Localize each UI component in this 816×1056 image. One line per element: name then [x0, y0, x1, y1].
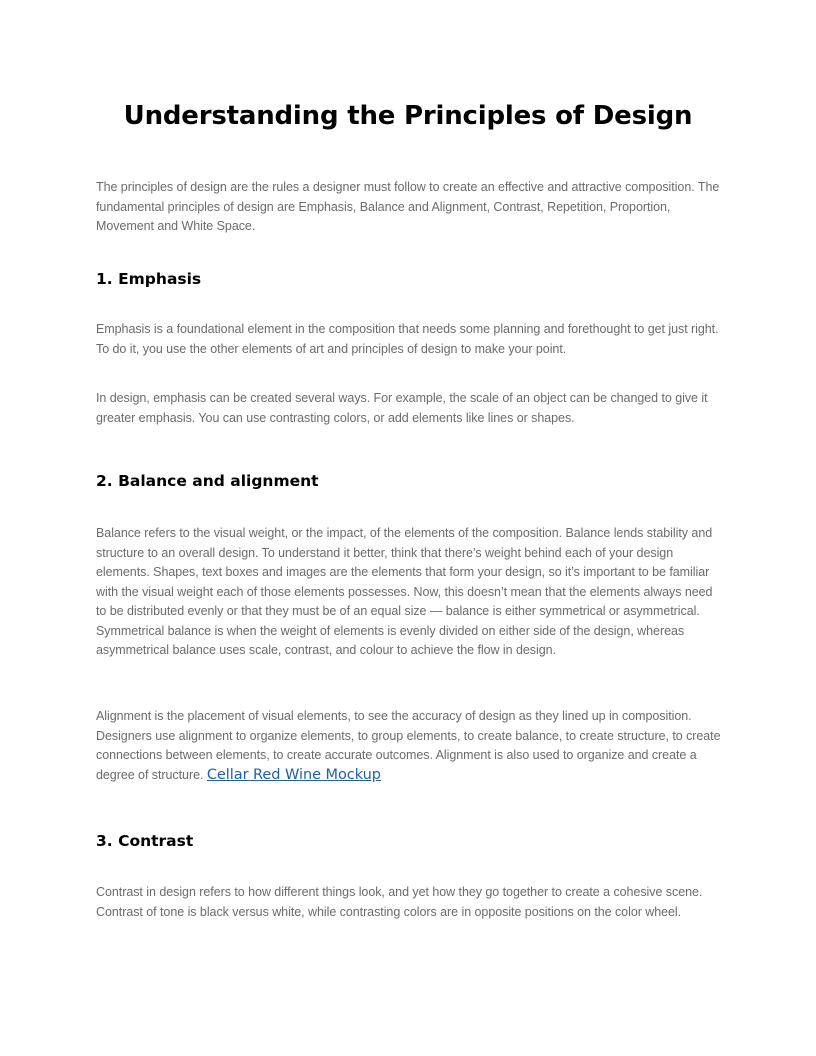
section-heading-emphasis: 1. Emphasis: [96, 270, 202, 288]
contrast-paragraph: Contrast in design refers to how different things look, and yet how they go together to create a cohesive scene. Contrast of tone is black versus white, while contrasting colors are in opposite positions on the color wheel.: [96, 885, 703, 919]
page-title: Understanding the Principles of Design: [123, 101, 693, 131]
cellar-red-wine-mockup-link[interactable]: Cellar Red Wine Mockup: [206, 766, 381, 783]
section-heading-balance: 2. Balance and alignment: [96, 472, 319, 490]
section-heading-contrast: 3. Contrast: [96, 832, 194, 850]
alignment-paragraph-text: Alignment is the placement of visual elements, to see the accuracy of design as they lined up in composition. Designers use alignment to organize elements, to group elements, to create balance, to create structure, to create connections between elements, to create accurate outcomes. Alignment is also used to organize and create a degree of structure.: [96, 709, 721, 782]
intro-paragraph: The principles of design are the rules a designer must follow to create an effective and attractive composition. The fundamental principles of design are Emphasis, Balance and Alignment, Contrast, Repetition, Proportion, Movement and White Space.: [96, 180, 720, 233]
emphasis-paragraph-1: Emphasis is a foundational element in the composition that needs some planning and forethought to get just right. To do it, you use the other elements of art and principles of design to make your point.: [96, 322, 719, 356]
emphasis-paragraph-2: In design, emphasis can be created several ways. For example, the scale of an object can be changed to give it greater emphasis. You can use contrasting colors, or add elements like lines or shapes.: [96, 391, 708, 425]
balance-paragraph: Balance refers to the visual weight, or the impact, of the elements of the composition. Balance lends stability and structure to an overall design. To understand it better, think that there’s weight behind each of your design elements. Shapes, text boxes and images are the elements that form your design, so it’s important to be familiar with the visual weight each of those elements possesses. Now, this doesn’t mean that the elements always need to be distributed evenly or that they must be of an equal size — balance is either symmetrical or asymmetrical. Symmetrical balance is when the weight of elements is evenly divided on either side of the design, whereas asymmetrical balance uses scale, contrast, and colour to achieve the flow in design.: [96, 526, 713, 657]
alignment-paragraph: [96, 707, 726, 785]
